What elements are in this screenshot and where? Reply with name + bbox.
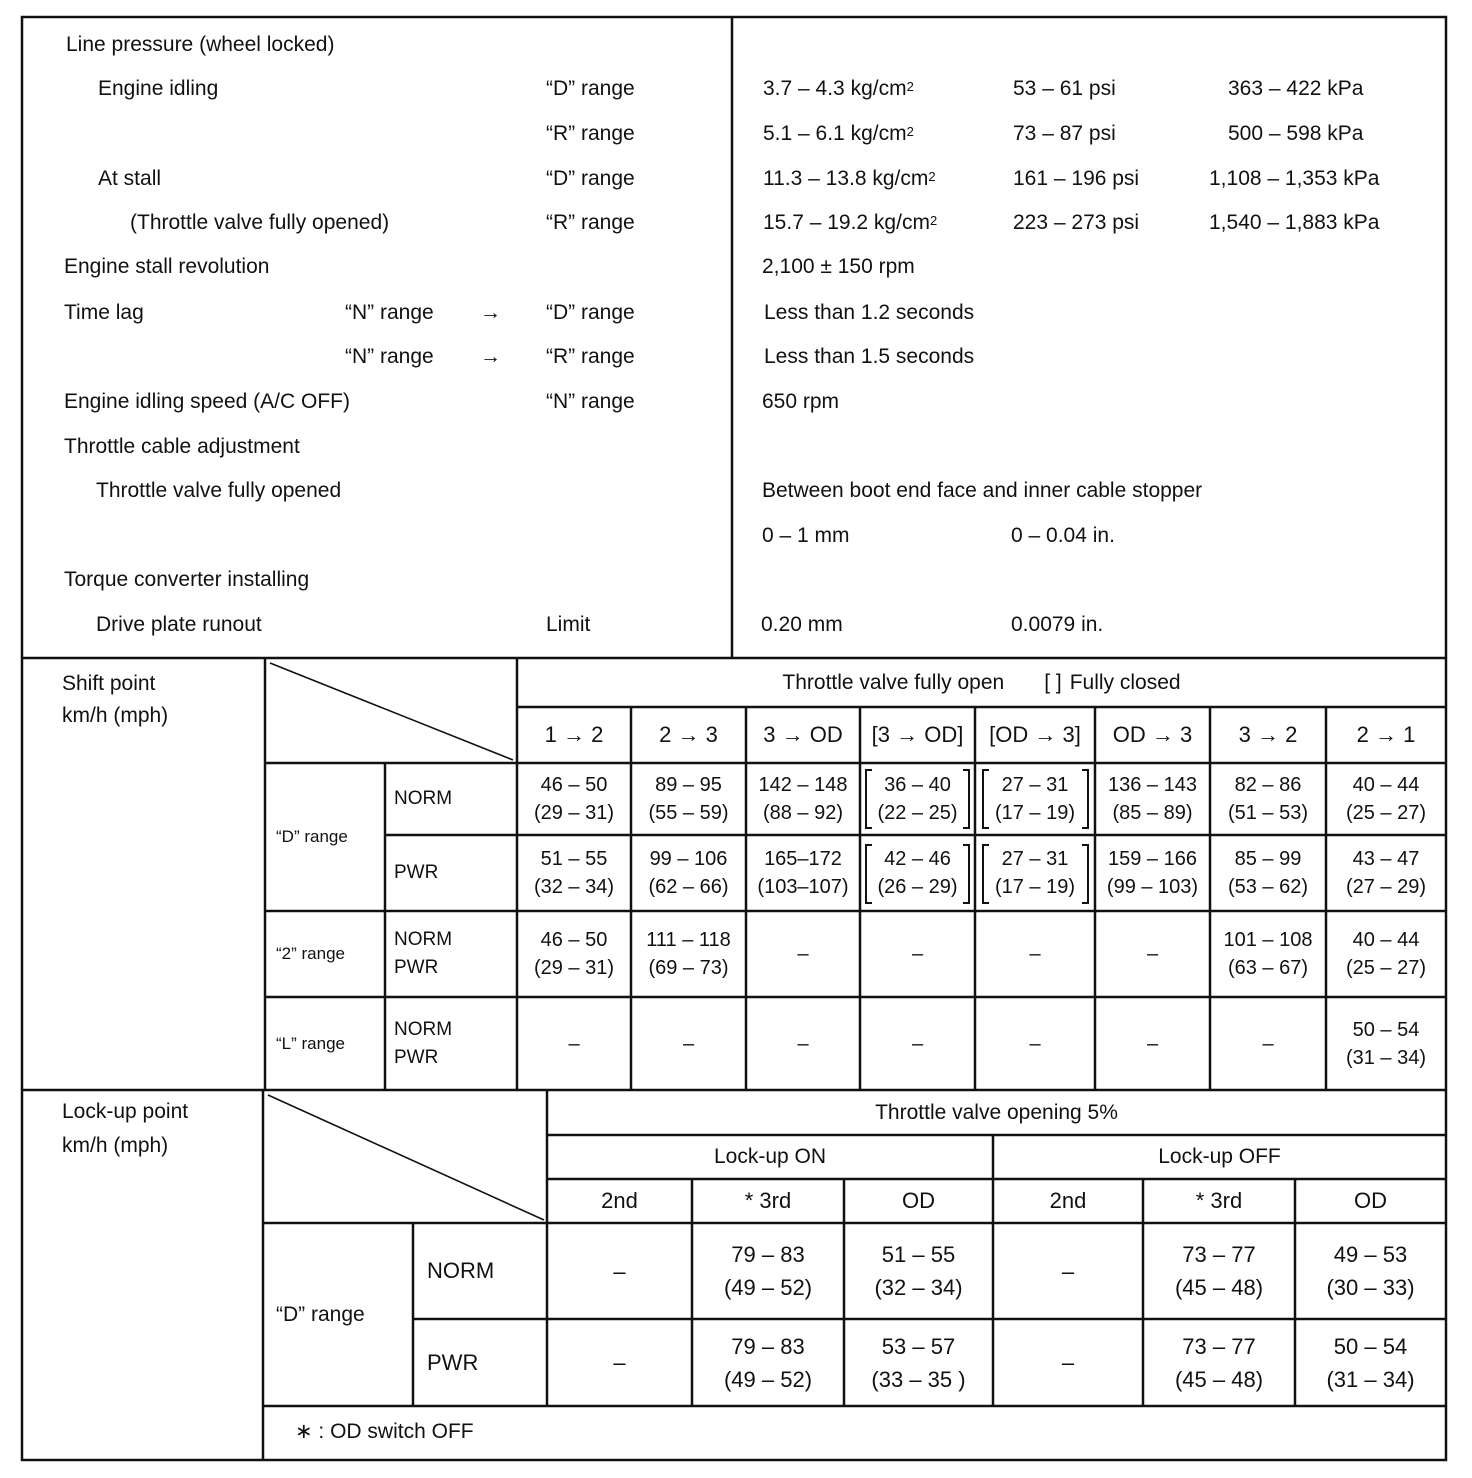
shift-mph-value: (25 – 27) [1345,802,1427,824]
shift-kmh-value: 36 – 40 [884,774,951,796]
shift-kmh-value: 27 – 31 [1001,774,1069,796]
spec-value: Between boot end face and inner cable stopper [762,479,1203,502]
shift-kmh-value: 82 – 86 [1234,774,1302,796]
lockup-mode-label: PWR [427,1349,479,1375]
lockup-kmh-value: – [1061,1258,1075,1284]
lockup-kmh-value: – [613,1350,626,1375]
shift-cell [975,911,1095,997]
lockup-column-header: OD [1354,1188,1387,1213]
shift-kmh-value: – [1146,943,1159,965]
shift-kmh-value: – [911,1032,924,1055]
shift-cell [1210,911,1326,997]
shift-kmh-value: 46 – 50 [540,929,608,951]
lockup-kmh-value: 50 – 54 [1333,1333,1408,1359]
spec-condition: “R” range [546,345,635,368]
shift-kmh-value: 111 – 118 [646,929,731,951]
shift-cell [746,763,860,835]
shift-mph-value: (62 – 66) [648,876,729,898]
lockup-cell [1295,1319,1446,1406]
lockup-cell [1143,1223,1295,1319]
shift-cell [631,997,746,1090]
shift-kmh-value: 27 – 31 [1001,848,1069,870]
lockup-mph-value: (30 – 33) [1326,1275,1415,1300]
spec-label: Engine idling speed (A/C OFF) [64,390,350,413]
shift-kmh-value: 50 – 54 [1352,1018,1420,1041]
shift-cell [975,997,1095,1090]
lockup-kmh-value: 49 – 53 [1333,1242,1408,1267]
shift-mph-value: (55 – 59) [648,802,729,824]
spec-label: Throttle cable adjustment [64,435,300,458]
spec-value-si: 1,108 – 1,353 kPa [1209,167,1380,190]
lockup-header: Throttle valve opening 5% [875,1100,1118,1124]
lockup-mph-value: (49 – 52) [723,1366,813,1392]
spec-condition: “R” range [546,122,635,145]
shift-cell [860,911,975,997]
lockup-kmh-value: 53 – 57 [881,1333,956,1359]
shift-cell [1210,835,1326,911]
lockup-column-header: * 3rd [744,1188,792,1213]
shift-mode-label: NORM PWR [394,1018,453,1068]
shift-mph-value: (88 – 92) [762,802,844,824]
spec-label: Throttle valve fully opened [96,479,342,502]
spec-value-metric: 3.7 – 4.3 $kg/cm^2$ [763,77,914,100]
spec-condition: “D” range [546,77,635,100]
shift-kmh-value: – [682,1032,695,1055]
shift-cell [517,763,631,835]
shift-range-label: “L” range [276,1033,345,1053]
shift-mph-value: (32 – 34) [533,876,615,898]
shift-mph-value: (27 – 29) [1345,876,1427,898]
spec-value: 650 rpm [762,390,840,413]
shift-cell [517,911,631,997]
shift-mph-value: (69 – 73) [648,957,729,979]
shift-column-header: [3 → OD] [871,722,964,747]
lockup-mph-value: (33 – 35 ) [871,1366,966,1392]
shift-mph-value: (17 – 19) [994,802,1076,824]
shift-kmh-value: – [1029,943,1041,965]
shift-kmh-value: – [797,1032,809,1055]
shift-mph-value: (63 – 67) [1227,957,1309,979]
lockup-kmh-value: 73 – 77 [1182,1242,1256,1267]
shift-cell [631,911,746,997]
lockup-kmh-value: – [1061,1350,1075,1375]
shift-range-label: “D” range [276,827,348,846]
spec-condition: “R” range [546,211,635,234]
lockup-cell [547,1319,692,1406]
spec-label: Torque converter installing [64,568,310,591]
shift-header: Throttle valve fully open [ ] Fully closed [782,670,1181,694]
shift-kmh-value: 85 – 99 [1234,848,1302,870]
shift-cell [1095,911,1210,997]
lockup-cell [1295,1223,1446,1319]
lockup-cell [692,1223,844,1319]
shift-cell [746,997,860,1090]
spec-value-si: 1,540 – 1,883 kPa [1209,211,1380,234]
lockup-cell [993,1319,1143,1406]
shift-mph-value: (51 – 53) [1227,802,1309,824]
spec-condition: “D” range [546,167,635,190]
spec-value-metric: 11.3 – 13.8 $kg/cm^2$ [763,167,936,190]
lockup-cell [844,1319,993,1406]
shift-cell [746,835,860,911]
lockup-column-header: 2nd [601,1188,638,1213]
spec-condition: “N” range [546,390,635,413]
lockup-kmh-value: 73 – 77 [1182,1333,1256,1359]
shift-title: Shift point [62,672,156,695]
shift-title-units: km/h (mph) [62,704,169,727]
shift-mph-value: (85 – 89) [1112,802,1193,824]
shift-cell [975,763,1095,835]
lockup-column-header: * 3rd [1195,1188,1243,1213]
shift-kmh-value: – [1262,1032,1274,1055]
shift-mode-label: NORM PWR [394,929,453,978]
shift-kmh-value: 40 – 44 [1352,929,1420,951]
shift-cell [631,835,746,911]
shift-kmh-value: 159 – 166 [1108,848,1197,870]
footnote: ∗ : OD switch OFF [295,1420,474,1443]
spec-label: Time lag [64,301,144,324]
shift-mode-label: NORM [394,788,453,809]
shift-kmh-value: – [1146,1032,1159,1055]
shift-cell [1326,911,1446,997]
shift-kmh-value: 43 – 47 [1352,848,1420,870]
lockup-mph-value: (32 – 34) [874,1275,963,1300]
shift-cell [517,835,631,911]
spec-label: (Throttle valve fully opened) [130,211,390,234]
shift-kmh-value: 40 – 44 [1352,774,1420,796]
shift-kmh-value: 99 – 106 [649,848,728,870]
spec-label: Drive plate runout [96,613,262,636]
shift-cell [1326,835,1446,911]
shift-kmh-value: – [1029,1032,1041,1055]
shift-kmh-value: 136 – 143 [1108,774,1197,796]
shift-cell [860,763,975,835]
shift-cell [746,911,860,997]
shift-range-label: “2” range [276,944,345,963]
shift-mph-value: (22 – 25) [877,802,958,824]
spec-value-metric: 5.1 – 6.1 $kg/cm^2$ [763,122,914,145]
lockup-kmh-value: – [613,1258,626,1284]
spec-value-imperial: 161 – 196 psi [1013,167,1140,190]
shift-cell [1326,763,1446,835]
shift-mph-value: (17 – 19) [994,876,1076,898]
spec-value: 2,100 ± 150 rpm [762,255,915,278]
shift-kmh-value: 142 – 148 [758,774,848,796]
shift-cell [975,835,1095,911]
spec-value-imperial: 0.0079 in. [1011,613,1104,636]
shift-cell [1095,835,1210,911]
lockup-kmh-value: 51 – 55 [881,1242,956,1267]
lockup-kmh-value: 79 – 83 [731,1242,805,1267]
lockup-column-header: 2nd [1049,1188,1087,1213]
shift-column-header: 3 → OD [763,722,843,747]
lockup-cell [1143,1319,1295,1406]
arrow-right-icon: → [480,345,501,368]
shift-cell [1095,997,1210,1090]
shift-cell [517,997,631,1090]
shift-cell [860,835,975,911]
lockup-column-header: OD [902,1188,935,1213]
shift-column-header: 2 → 3 [659,722,718,747]
shift-cell [631,763,746,835]
spec-label: Line pressure (wheel locked) [66,33,335,56]
spec-value-imperial: 223 – 273 psi [1013,211,1140,234]
spec-value-si: 500 – 598 kPa [1228,122,1364,145]
shift-mph-value: (53 – 62) [1227,876,1309,898]
lockup-off-header: Lock-up OFF [1158,1145,1281,1168]
lockup-cell [844,1223,993,1319]
shift-cell [1095,763,1210,835]
lockup-cell [547,1223,692,1319]
shift-column-header: OD → 3 [1112,722,1193,747]
shift-column-header: 1 → 2 [544,722,604,747]
spec-value-metric: 0.20 mm [761,613,843,636]
spec-label: Engine idling [98,77,219,100]
shift-kmh-value: 89 – 95 [655,774,722,796]
shift-kmh-value: 165–172 [764,848,842,870]
shift-mph-value: (25 – 27) [1345,957,1427,979]
shift-cell [860,997,975,1090]
lockup-cell [993,1223,1143,1319]
spec-label: Engine stall revolution [64,255,270,278]
shift-mph-value: (29 – 31) [533,957,615,979]
spec-value-imperial: 73 – 87 psi [1013,122,1116,145]
lockup-cell [692,1319,844,1406]
shift-kmh-value: 46 – 50 [540,774,608,796]
lockup-mph-value: (45 – 48) [1174,1366,1264,1392]
shift-mph-value: (99 – 103) [1106,876,1199,898]
spec-condition: Limit [546,613,591,636]
shift-cell [1210,997,1326,1090]
shift-kmh-value: 101 – 108 [1223,929,1313,951]
shift-mph-value: (31 – 34) [1345,1046,1427,1069]
shift-kmh-value: – [797,943,809,965]
lockup-mode-label: NORM [427,1258,495,1283]
spec-value-metric: 0 – 1 mm [762,524,850,547]
shift-mode-label: PWR [394,862,439,883]
shift-cell [1326,997,1446,1090]
lockup-title: Lock-up point [62,1100,189,1123]
shift-cell [1210,763,1326,835]
lockup-title-units: km/h (mph) [62,1134,169,1157]
shift-kmh-value: – [568,1032,580,1055]
lockup-mph-value: (45 – 48) [1174,1275,1264,1300]
shift-column-header: [OD → 3] [989,722,1081,747]
spec-value-imperial: 0 – 0.04 in. [1011,524,1115,547]
lockup-range-label: “D” range [276,1302,365,1326]
lockup-kmh-value: 79 – 83 [731,1333,805,1359]
lockup-on-header: Lock-up ON [713,1145,827,1168]
shift-column-header: 3 → 2 [1238,722,1298,747]
lockup-mph-value: (49 – 52) [723,1275,813,1300]
spec-condition: “D” range [546,301,635,324]
shift-mph-value: (29 – 31) [533,802,615,824]
shift-kmh-value: – [911,943,924,965]
spec-label: At stall [98,167,162,190]
spec-value-si: 363 – 422 kPa [1228,77,1364,100]
spec-value: Less than 1.5 seconds [764,345,975,368]
shift-kmh-value: 51 – 55 [540,848,608,870]
shift-kmh-value: 42 – 46 [884,848,951,870]
spec-from-range: “N” range [345,345,434,368]
spec-value: Less than 1.2 seconds [764,301,975,324]
spec-from-range: “N” range [345,301,434,324]
spec-value-imperial: 53 – 61 psi [1013,77,1116,100]
shift-mph-value: (26 – 29) [877,876,958,898]
spec-value-metric: 15.7 – 19.2 $kg/cm^2$ [763,211,938,234]
shift-column-header: 2 → 1 [1356,722,1416,747]
arrow-right-icon: → [480,301,501,324]
shift-mph-value: (103–107) [757,876,849,898]
lockup-mph-value: (31 – 34) [1326,1366,1415,1392]
